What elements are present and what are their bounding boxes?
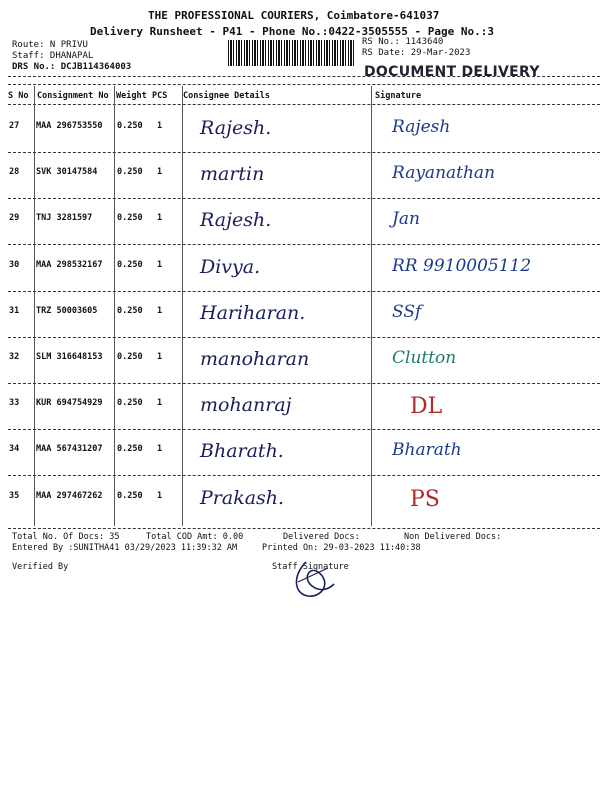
printed-on: Printed On: 29-03-2023 11:40:38 xyxy=(262,543,421,553)
row-weight: 0.250 xyxy=(117,398,143,408)
rs-date: RS Date: 29-Mar-2023 xyxy=(362,48,471,58)
delivered-docs: Delivered Docs: xyxy=(283,532,360,542)
row-sno: 33 xyxy=(9,398,20,408)
row-consignment: MAA 567431207 xyxy=(36,444,103,454)
row-signature: Jan xyxy=(392,209,420,229)
total-cod: Total COD Amt: 0.00 xyxy=(146,532,244,542)
staff-label: Staff: DHANAPAL xyxy=(12,51,94,61)
row-sno: 30 xyxy=(9,260,20,270)
row-pcs: 1 xyxy=(157,260,163,270)
row-sno: 34 xyxy=(9,444,20,454)
row-weight: 0.250 xyxy=(117,213,143,223)
row-weight: 0.250 xyxy=(117,444,143,454)
col-pcs: PCS xyxy=(152,91,168,101)
row-pcs: 1 xyxy=(157,121,163,131)
col-sno: S No xyxy=(8,91,29,101)
row-weight: 0.250 xyxy=(117,121,143,131)
header-divider-2 xyxy=(8,84,600,85)
row-signature: DL xyxy=(410,394,443,419)
barcode-image xyxy=(228,40,356,66)
row-sno: 27 xyxy=(9,121,20,131)
row-divider xyxy=(8,337,600,338)
row-signature: Clutton xyxy=(392,348,457,368)
row-consignee-handwritten: Divya. xyxy=(200,256,261,278)
row-consignment: MAA 296753550 xyxy=(36,121,103,131)
row-pcs: 1 xyxy=(157,491,163,501)
row-consignment: SVK 30147584 xyxy=(36,167,98,177)
row-consignee-handwritten: Rajesh. xyxy=(200,117,272,139)
row-consignee-handwritten: manoharan xyxy=(200,348,310,370)
row-weight: 0.250 xyxy=(117,306,143,316)
row-divider xyxy=(8,429,600,430)
row-divider xyxy=(8,244,600,245)
row-signature: Rayanathan xyxy=(392,163,496,183)
row-consignment: MAA 298532167 xyxy=(36,260,103,270)
row-consignment: SLM 316648153 xyxy=(36,352,103,362)
row-sno: 29 xyxy=(9,213,20,223)
row-pcs: 1 xyxy=(157,352,163,362)
table-header-divider xyxy=(8,104,600,105)
row-sno: 32 xyxy=(9,352,20,362)
row-weight: 0.250 xyxy=(117,352,143,362)
row-divider xyxy=(8,152,600,153)
row-consignee-handwritten: mohanraj xyxy=(200,394,292,416)
footer-divider xyxy=(8,528,600,529)
row-weight: 0.250 xyxy=(117,260,143,270)
total-docs: Total No. Of Docs: 35 xyxy=(12,532,120,542)
staff-signature-label: Staff Signature xyxy=(272,562,349,572)
col-signature: Signature xyxy=(375,91,422,101)
row-consignee-handwritten: Rajesh. xyxy=(200,209,272,231)
row-consignee-handwritten: Hariharan. xyxy=(200,302,306,324)
row-signature: Rajesh xyxy=(392,117,451,137)
runsheet-title: Delivery Runsheet - P41 - Phone No.:0422-3505555 - Page No.:3 xyxy=(90,25,494,38)
row-consignment: MAA 297467262 xyxy=(36,491,103,501)
row-signature: RR 9910005112 xyxy=(392,256,532,276)
col-consignment: Consignment No xyxy=(37,91,109,101)
row-consignee-handwritten: Prakash. xyxy=(200,487,285,509)
drs-number: DRS No.: DCJB114364003 xyxy=(12,62,132,72)
row-consignment: TRZ 50003605 xyxy=(36,306,98,316)
row-signature: Bharath xyxy=(392,440,462,460)
verified-by: Verified By xyxy=(12,562,69,572)
staff-signature-scribble xyxy=(288,556,338,602)
col-consignee: Consignee Details xyxy=(183,91,270,101)
row-consignment: TNJ 3281597 xyxy=(36,213,93,223)
row-pcs: 1 xyxy=(157,398,163,408)
header-divider xyxy=(8,76,600,77)
route-label: Route: N PRIVU xyxy=(12,40,88,50)
row-pcs: 1 xyxy=(157,167,163,177)
company-title: THE PROFESSIONAL COURIERS, Coimbatore-641037 xyxy=(148,9,440,22)
non-delivered-docs: Non Delivered Docs: xyxy=(404,532,502,542)
row-sno: 28 xyxy=(9,167,20,177)
row-sno: 31 xyxy=(9,306,20,316)
row-consignment: KUR 694754929 xyxy=(36,398,103,408)
row-signature: SSf xyxy=(392,302,422,322)
row-sno: 35 xyxy=(9,491,20,501)
row-signature: PS xyxy=(410,487,440,512)
row-divider xyxy=(8,198,600,199)
row-divider xyxy=(8,383,600,384)
entered-by: Entered By :SUNITHA41 03/29/2023 11:39:32 AM xyxy=(12,543,238,553)
row-pcs: 1 xyxy=(157,306,163,316)
row-consignee-handwritten: Bharath. xyxy=(200,440,284,462)
document-delivery-stamp: DOCUMENT DELIVERY xyxy=(364,64,540,80)
row-weight: 0.250 xyxy=(117,491,143,501)
row-divider xyxy=(8,291,600,292)
col-weight: Weight xyxy=(116,91,147,101)
row-pcs: 1 xyxy=(157,213,163,223)
rs-number: RS No.: 1143640 xyxy=(362,37,444,47)
row-consignee-handwritten: martin xyxy=(200,163,265,185)
row-weight: 0.250 xyxy=(117,167,143,177)
row-pcs: 1 xyxy=(157,444,163,454)
row-divider xyxy=(8,475,600,476)
